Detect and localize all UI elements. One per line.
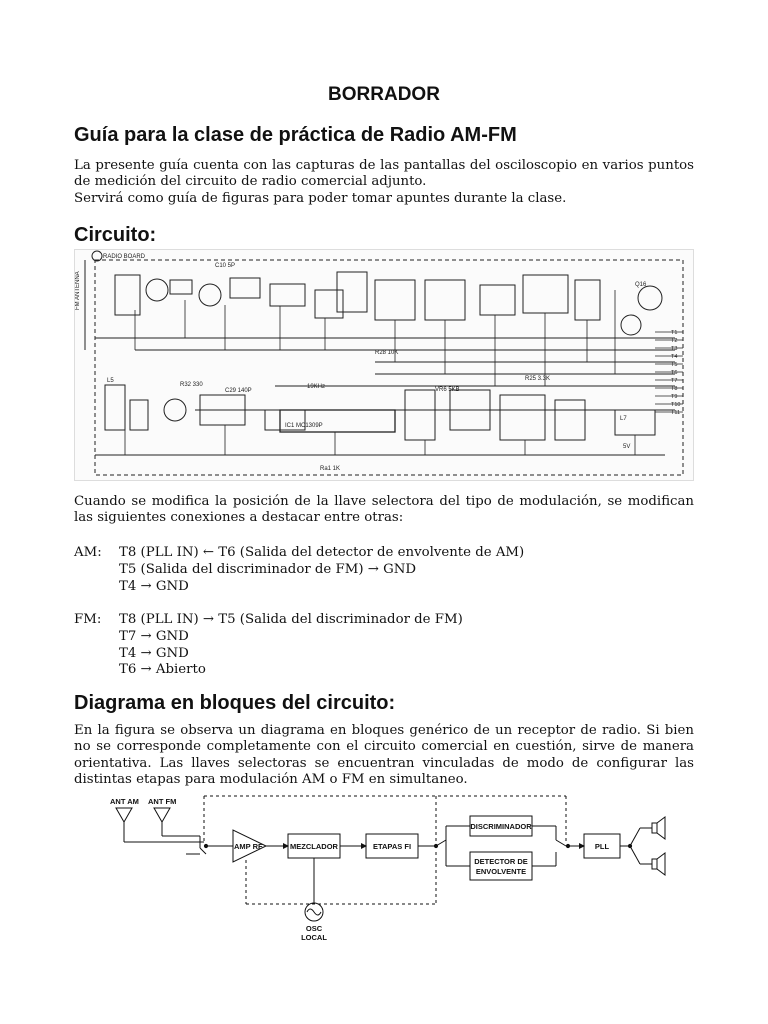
am-line: T4 → GND xyxy=(119,578,189,594)
speaker-icon xyxy=(652,823,657,833)
schem-label-antenna: FM ANTENNA xyxy=(75,271,81,310)
guide-para-1: La presente guía cuenta con las capturas de las pantallas del osciloscopio en varios puntos de medición del circuito de radio comercial adjunto. xyxy=(74,158,694,190)
schem-label-c29: C29 140P xyxy=(225,388,252,394)
terminal-label: T10 xyxy=(671,402,681,408)
circuit-heading: Circuito: xyxy=(74,224,157,246)
guide-para-2: Servirá como guía de figuras para poder tomar apuntes durante la clase. xyxy=(74,190,567,206)
block-diagram-description: En la figura se observa un diagrama en bloques genérico de un receptor de radio. Si bien no se corresponde completamente con el circuito comercial en cuestión, sirve de manera orientativa. Las llaves selectoras se encuentran vinculadas de modo de configurar las distintas etapas para modulación AM o FM en simultaneo. xyxy=(74,723,694,787)
schem-label-r41: Ra1 1K xyxy=(320,466,341,472)
osc-label-1: OSC xyxy=(305,924,323,933)
detector-label-1: DETECTOR DE xyxy=(474,857,528,866)
ant-fm-label: ANT FM xyxy=(148,797,177,806)
terminal-label: T8 xyxy=(671,386,678,392)
discriminator-label: DISCRIMINADOR xyxy=(470,822,532,831)
terminal-label: T7 xyxy=(671,378,678,384)
fm-line: T8 (PLL IN) → T5 (Salida del discriminador de FM) xyxy=(119,612,463,627)
ant-am-label: ANT AM xyxy=(110,797,139,806)
terminal-label: T4 xyxy=(671,354,678,360)
terminal-label: T11 xyxy=(671,410,681,416)
if-stages-label: ETAPAS FI xyxy=(372,842,412,851)
detector-label-2: ENVOLVENTE xyxy=(475,867,527,876)
fm-label: FM: xyxy=(74,612,102,627)
fm-line: T6 → Abierto xyxy=(119,662,206,678)
schem-label-l7: L7 xyxy=(620,416,627,422)
schem-label-radio-board: RADIO BOARD xyxy=(103,254,146,260)
am-connections xyxy=(74,545,524,595)
schem-label-vr6: VR6 5KB xyxy=(435,387,460,393)
schem-label-khz: 19KHz xyxy=(307,384,326,390)
document-title: BORRADOR xyxy=(328,84,440,105)
amp-rf-label: AMP RF xyxy=(234,842,263,851)
schem-label-r28: R28 10K xyxy=(375,350,399,356)
terminal-label: T6 xyxy=(671,370,678,376)
terminal-label: T2 xyxy=(671,338,678,344)
pll-label: PLL xyxy=(594,842,610,851)
am-line: T5 (Salida del discriminador de FM) → GND xyxy=(119,561,417,577)
circuit-schematic-svg xyxy=(75,250,693,480)
am-label: AM: xyxy=(74,545,102,560)
circuit-schematic xyxy=(74,249,694,481)
terminal-label: T9 xyxy=(671,394,678,400)
changes-intro: Cuando se modifica la posición de la llave selectora del tipo de modulación, se modifican las siguientes conexiones a destacar entre otras: xyxy=(74,494,694,526)
schem-label-r25: R25 3.3K xyxy=(525,376,551,382)
schem-label-ic1: IC1 MC1309P xyxy=(285,423,323,429)
terminal-label: T1 xyxy=(671,330,678,336)
guide-heading: Guía para la clase de práctica de Radio AM-FM xyxy=(74,124,517,146)
schem-label-5v: 5V xyxy=(623,444,631,450)
block-diagram-svg xyxy=(96,792,686,942)
schem-label-r32: R32 330 xyxy=(180,382,203,388)
block-diagram xyxy=(96,792,686,942)
ant-fm-icon xyxy=(154,808,170,822)
terminal-label: T5 xyxy=(671,362,678,368)
osc-label-2: LOCAL xyxy=(301,933,327,942)
schem-label-l5: L5 xyxy=(107,378,114,384)
mixer-label: MEZCLADOR xyxy=(290,842,338,851)
speaker-icon xyxy=(652,859,657,869)
schem-label-q16: Q16 xyxy=(635,282,647,288)
fm-line: T4 → GND xyxy=(119,645,189,661)
terminal-label: T3 xyxy=(671,346,678,352)
am-line: T8 (PLL IN) ← T6 (Salida del detector de envolvente de AM) xyxy=(119,545,525,560)
guide-paragraph xyxy=(74,158,694,207)
fm-line: T7 → GND xyxy=(119,628,189,644)
block-diagram-heading: Diagrama en bloques del circuito: xyxy=(74,692,396,714)
ant-am-icon xyxy=(116,808,132,822)
fm-connections xyxy=(74,612,463,679)
schem-label-c10: C10 5P xyxy=(215,263,236,269)
